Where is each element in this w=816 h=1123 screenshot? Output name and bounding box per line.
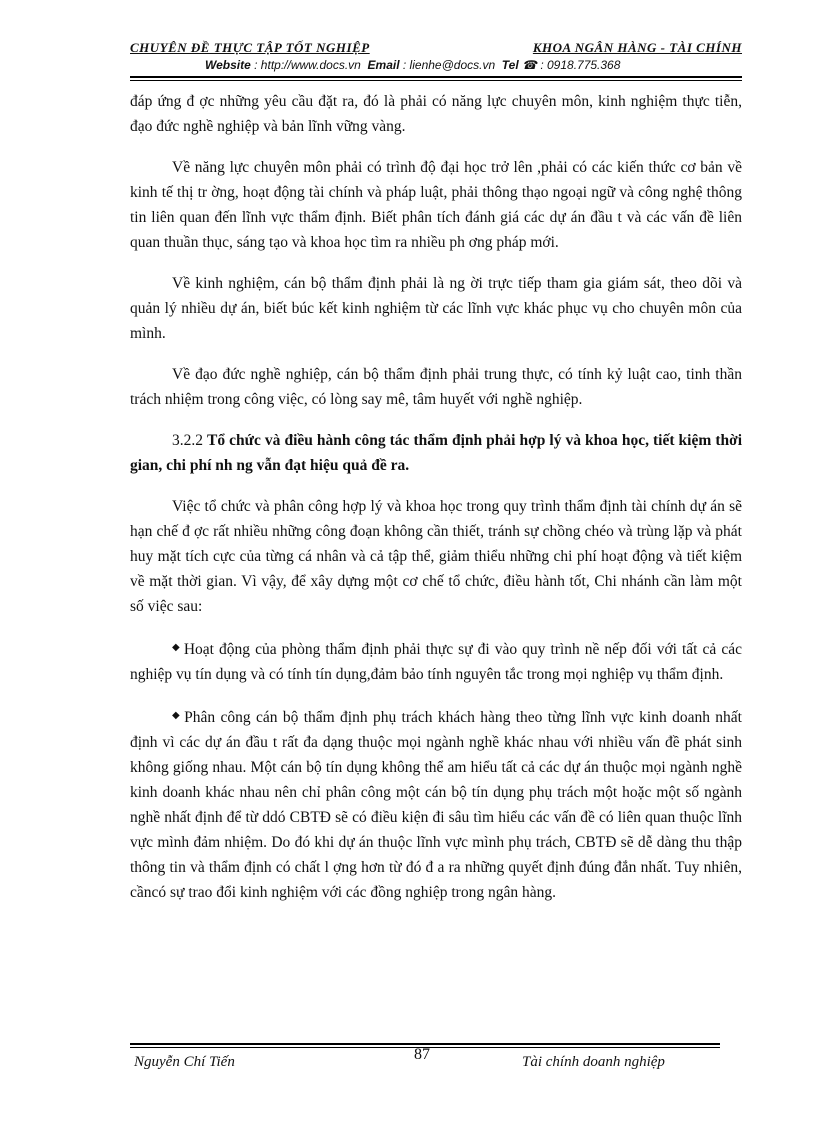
diamond-bullet-icon: ◆ <box>172 642 181 653</box>
tel-label: Tel <box>501 58 519 72</box>
document-body <box>130 89 742 921</box>
diamond-bullet-icon: ◆ <box>172 710 182 721</box>
header-left-title: CHUYÊN ĐỀ THỰC TẬP TỐT NGHIỆP <box>130 40 370 55</box>
paragraph-1: đáp ứng đ ợc những yêu cầu đặt ra, đó là phải có năng lực chuyên môn, kinh nghiệm thực tiễn, đạo đức nghề nghiệp và bản lĩnh vững vàng. <box>130 93 742 135</box>
bullet-item-2 <box>130 703 742 905</box>
paragraph-4: Về đạo đức nghề nghiệp, cán bộ thẩm định phải trung thực, có tính kỷ luật cao, tinh thần trách nhiệm trong công việc, có lòng say mê, tâm huyết với nghề nghiệp. <box>130 366 742 408</box>
footer-subject: Tài chính doanh nghiệp <box>522 1054 665 1070</box>
paragraph-3: Về kinh nghiệm, cán bộ thẩm định phải là ng ời trực tiếp tham gia giám sát, theo dõi và quản lý nhiều dự án, biết búc kết kinh nghiệm từ các lĩnh vực khác phục vụ cho chuyên môn của mình. <box>130 275 742 342</box>
header-right-title: KHOA NGÂN HÀNG - TÀI CHÍNH <box>532 40 742 55</box>
website-value: : http://www.docs.vn <box>254 58 361 72</box>
section-title: Tổ chức và điều hành công tác thẩm định phải hợp lý và khoa học, tiết kiệm thời gian, chi phí nh ng vẫn đạt hiệu quả đề ra. <box>130 432 742 474</box>
paragraph-5: Việc tổ chức và phân công hợp lý và khoa học trong quy trình thẩm định tài chính dự án sẽ hạn chế đ ợc rất nhiều những công đoạn không cần thiết, tránh sự chồng chéo và trùng lặp và phát huy mặt tích cực của từng cá nhân và cả tập thể, giảm thiểu những chi phí hoạt động và tiết kiệm về mặt thời gian. Vì vậy, để xây dựng một cơ chế tổ chức, điều hành tốt, Chi nhánh cần làm một số việc sau: <box>130 498 742 615</box>
email-label: Email <box>367 58 400 72</box>
email-value: : lienhe@docs.vn <box>402 58 496 72</box>
bullet-item-1 <box>130 635 742 687</box>
footer-author: Nguyễn Chí Tiến <box>134 1054 235 1070</box>
bullet-item-2-text: Phân công cán bộ thẩm định phụ trách khách hàng theo từng lĩnh vực kinh doanh nhất định vì các dự án đầu t rất đa dạng thuộc mọi ngành nghề khác nhau với nhiều vấn đề phát sinh không giống nhau. Một cán bộ tín dụng không thể am hiểu tất cả các dự án thuộc mọi ngành nghề kinh doanh khác nhau nên chỉ phân công một cán bộ tín dụng phụ trách một hoặc một số ngành nghề nhất định để từ ddó CBTĐ sẽ có điều kiện đi sâu tìm hiểu các vấn đề có liên quan thuộc lĩnh vực mình đảm nhiệm. Do đó khi dự án thuộc lĩnh vực mình phụ trách, CBTĐ sẽ dễ dàng thu thập thông tin và thẩm định có chất l ợng hơn từ đó đ a ra những quyết định đúng đắn nhất. Tuy nhiên, cầncó sự trao đổi kinh nghiệm với các đồng nghiệp trong ngân hàng. <box>130 709 742 901</box>
tel-value: ☎ : 0918.775.368 <box>522 58 621 72</box>
section-number: 3.2.2 <box>172 432 203 449</box>
paragraph-2: Về năng lực chuyên môn phải có trình độ đại học trở lên ,phải có các kiến thức cơ bản về kinh tế thị tr ờng, hoạt động tài chính và pháp luật, phải thông thạo ngoại ngữ và công nghệ thông tin liên quan đến lĩnh vực thẩm định. Biết phân tích đánh giá các dự án đầu t và các vấn đề liên quan thuần thục, sáng tạo và khoa học tìm ra nhiều ph ơng pháp mới. <box>130 159 742 251</box>
bullet-item-1-text: Hoạt động của phòng thẩm định phải thực sự đi vào quy trình nề nếp đối với tất cả các nghiệp vụ tín dụng và có tính tín dụng,đảm bảo tính nguyên tắc trong mọi nghiệp vụ thẩm định. <box>130 641 742 683</box>
footer-rule-thick <box>130 1043 720 1045</box>
header-contact-line <box>205 58 620 72</box>
header-rule-thick <box>130 76 742 78</box>
header-rule-thin <box>130 80 742 81</box>
page-header <box>130 40 742 58</box>
website-label: Website <box>205 58 251 72</box>
section-heading <box>130 428 742 478</box>
page-number: 87 <box>414 1046 430 1063</box>
